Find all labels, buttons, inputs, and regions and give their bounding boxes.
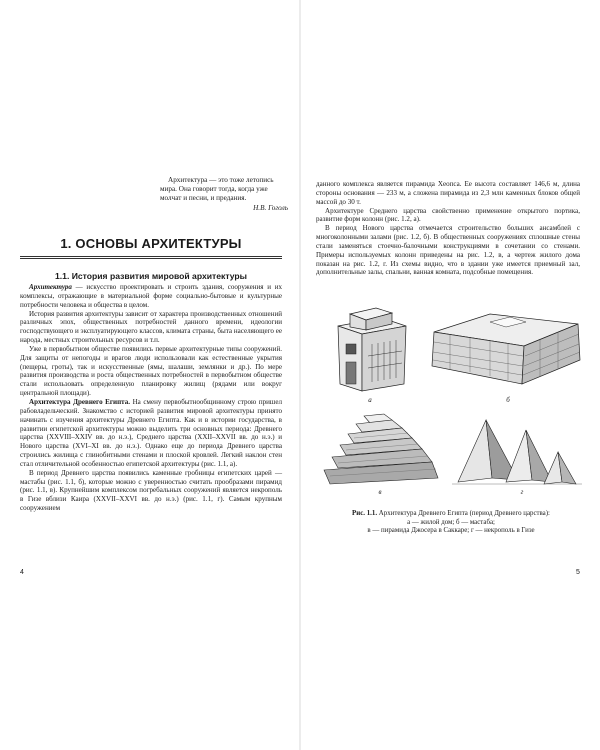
figure-label-v: в (378, 488, 382, 496)
paragraph: данного комплекса является пирамида Хеопса. Ее высота составляет 146,6 м, длина стороны основания — 233 м, а сложена пирамида из 2,3 млн каменных блоков общей массой до 30 т. (316, 180, 580, 206)
chapter-title: 1. ОСНОВЫ АРХИТЕКТУРЫ (60, 236, 242, 251)
term-architecture: Архитектура (29, 283, 72, 291)
epigraph (160, 176, 288, 213)
paragraph: В период Нового царства отмечается строительство больших ансамблей с многоколонными залами (рис. 1.2, б). В общественных сооружениях сплошные стены стали заменяться стоечно-балочными конструкциями в сочетании со стенами. Примеры используемых колонн приведены на рис. 1.2, в, а чертеж жилого дома показан на рис. 1.2, г. Из схемы видно, что в здании уже имеется приемный зал, дополнительные залы, спальни, ванная комната, подсобные помещения. (316, 224, 580, 277)
section-title: 1.1. История развития мировой архитектуры (55, 271, 247, 281)
house-illustration (320, 296, 418, 394)
chapter-rule-top (20, 256, 282, 257)
figure-step-pyramid (320, 408, 440, 488)
paragraph (20, 398, 282, 469)
figure-label-b: б (506, 396, 510, 404)
figure-1-1 (320, 296, 582, 504)
step-pyramid-illustration (320, 408, 440, 488)
term-egypt: Архитектура Древнего Египта. (29, 397, 131, 406)
paragraph: Уже в первобытном обществе появились первые архитектурные типы сооружений. Для защиты от непогоды и врагов люди использовали как естественные укрытия (пещеры, гроты), так и искусственные (ямы, шалаши, землянки и др.). По мере развития производства и роста общественных потребностей в первобытном обществе стали использовать определенную планировку жилищ (рядами или вокруг центральной площади). (20, 344, 282, 398)
paragraph (20, 283, 282, 310)
epigraph-text: Архитектура — это тоже летопись мира. Она говорит тогда, когда уже молчат и песни, и предания. (160, 176, 274, 203)
page-number-right: 5 (576, 569, 580, 576)
mastaba-illustration (430, 302, 582, 392)
left-body-text (20, 283, 282, 513)
chapter-rule-bottom (20, 258, 282, 259)
right-page (300, 0, 600, 750)
caption-title: Архитектура Древнего Египта (период Древнего царства): (377, 510, 550, 517)
figure-label-g: г (520, 488, 524, 496)
figure-caption (320, 510, 582, 536)
page-number-left: 4 (20, 569, 24, 576)
paragraph: В период Древнего царства появились каменные гробницы египетских царей — мастабы (рис. 1.1, б), которые можно с уверенностью считать прообразами пирамид (рис. 1.1, в). Крупнейшим комплексом погребальных сооружений является некрополь в Гизе вблизи Каира (XXVII–XXVI вв. до н.э.) (рис. 1.1, г). Самым крупным сооружением (20, 468, 282, 513)
giza-pyramids-illustration (452, 412, 582, 488)
caption-line-3: в — пирамида Джосера в Саккаре; г — некрополь в Гизе (367, 527, 535, 535)
paragraph-text: — искусство проектировать и строить здания, сооружения и их комплексы, отражающие в материальной форме социально-бытовые и культурные потребности человека и общества в целом. (20, 283, 282, 309)
right-body-text (316, 180, 580, 277)
caption-line-2: а — жилой дом; б — мастаба; (407, 518, 495, 526)
figure-mastaba (430, 302, 582, 392)
caption-line-1 (320, 510, 582, 519)
figure-giza-necropolis (452, 412, 582, 488)
epigraph-author: Н.В. Гоголь (253, 203, 288, 212)
caption-label: Рис. 1.1. (352, 510, 378, 517)
paragraph: История развития архитектуры зависит от характера производственных отношений различных эпох, общественных потребностей данного времени, идеологии господствующего и эксплуатирующего классов, климата страны, быта населяющего ее народа, местных строительных ресурсов и т.п. (20, 309, 282, 345)
figure-label-a: а (368, 396, 372, 404)
paragraph: Архитектуре Среднего царства свойственно применение открытого портика, развитие форм колонн (рис. 1.2, а). (316, 206, 580, 224)
paragraph-text: На смену первобытнообщинному строю пришел рабовладельческий. Знакомство с историей развития мировой архитектуры принято начинать с изучения архитектуры Древнего Египта. Как и в истории государства, в развитии египетской архитектуры можно выделить три основных периода: Древнего царства (XXVIII–XXIV вв. до н.э.), Среднего царства (XXII–XXVII вв. до н.э.) и Нового царства (XVI–XI вв. до н.э.). Однако еще до периода Древнего царства строились жилища с глинобитными стенами и плоской кровлей. Легкий наклон стен стал отличительной особенностью египетской архитектуры (рис. 1.1, а). (20, 397, 282, 468)
figure-house (320, 296, 418, 394)
